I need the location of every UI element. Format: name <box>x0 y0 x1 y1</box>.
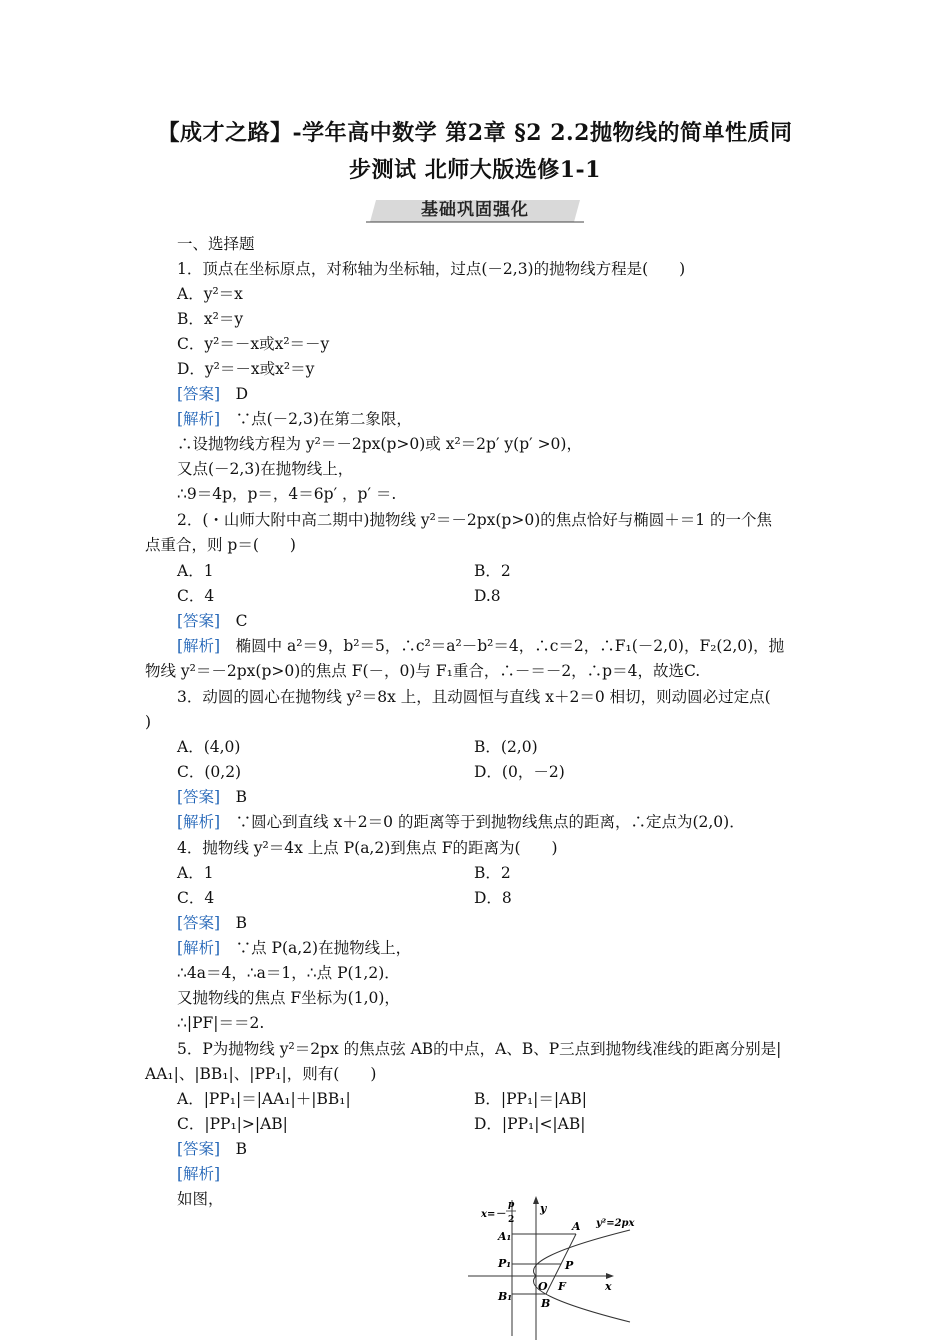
q2-option-a: A．1 <box>177 562 214 580</box>
q5-option-c: C．|PP₁|>|AB| <box>177 1115 288 1133</box>
directrix-p-label: p <box>508 1200 515 1210</box>
question-5: 5．P为抛物线 y²＝2px 的焦点弦 AB的中点，A、B、P三点到抛物线准线的距离分别是| <box>177 1040 782 1058</box>
document-title-line-2: 步测试 北师大版选修1-1 <box>349 157 601 183</box>
q2-answer-value: C <box>235 612 248 630</box>
question-4: 4．抛物线 y²＝4x 上点 P(a,2)到焦点 F的距离为( ) <box>177 839 558 857</box>
q1-option-b: B．x²＝y <box>177 310 244 328</box>
q1-answer-value: D <box>235 385 249 403</box>
q1-option-d: D．y²＝－x或x²＝y <box>177 360 315 378</box>
q1-analysis <box>177 409 412 429</box>
q4-analysis <box>177 938 411 958</box>
q3-answer-value: B <box>235 788 248 806</box>
analysis-tag: [解析] <box>177 813 221 831</box>
q5-option-d: D．|PP₁|<|AB| <box>474 1115 586 1133</box>
q4-analysis-line-3: 又抛物线的焦点 F坐标为(1,0)， <box>177 989 400 1007</box>
answer-tag: [答案] <box>177 914 221 932</box>
point-p1-label: P₁ <box>498 1257 512 1270</box>
question-3-cont: ) <box>145 713 152 731</box>
analysis-tag: [解析] <box>177 939 221 957</box>
directrix-label: x=－ <box>481 1209 506 1220</box>
answer-tag: [答案] <box>177 385 221 403</box>
x-axis-arrow <box>606 1273 614 1279</box>
q3-option-b: B．(2,0) <box>474 738 538 756</box>
q4-answer-value: B <box>235 914 248 932</box>
parabola-figure <box>468 1196 640 1342</box>
origin-label: O <box>538 1280 548 1293</box>
q3-option-a: A．(4,0) <box>177 738 241 756</box>
section-banner <box>366 196 584 224</box>
q4-analysis-text: ∵点 P(a,2)在抛物线上， <box>235 939 412 957</box>
q5-analysis <box>177 1164 220 1184</box>
question-2: 2．(・山师大附中高二期中)抛物线 y²＝－2px(p>0)的焦点恰好与椭圆＋＝1 的一个焦 <box>177 511 773 529</box>
y-axis-arrow <box>533 1196 539 1204</box>
q3-analysis <box>177 812 745 832</box>
question-2-cont: 点重合，则 p＝( ) <box>145 536 296 554</box>
q2-option-b: B．2 <box>474 562 511 580</box>
q2-answer <box>177 611 248 631</box>
q5-option-a: A．|PP₁|＝|AA₁|＋|BB₁| <box>177 1090 351 1108</box>
q4-answer <box>177 913 247 933</box>
q2-analysis-text: 椭圆中 a²＝9，b²＝5，∴c²＝a²－b²＝4，∴c＝2，∴F₁(－2,0)，F₂(2,0)，抛 <box>235 637 785 655</box>
question-1: 1．顶点在坐标原点，对称轴为坐标轴，过点(－2,3)的抛物线方程是( ) <box>177 260 686 278</box>
q1-option-a: A．y²＝x <box>177 285 243 303</box>
x-axis-label: x <box>605 1280 612 1293</box>
q5-answer <box>177 1139 247 1159</box>
point-a-label: A <box>572 1220 581 1233</box>
q1-analysis-line-3: 又点(－2,3)在抛物线上， <box>177 460 354 478</box>
banner-label: 基础巩固强化 <box>421 200 529 220</box>
focus-label: F <box>558 1280 566 1293</box>
point-a1-label: A₁ <box>498 1230 512 1243</box>
q2-option-c: C．4 <box>177 587 215 605</box>
q4-option-a: A．1 <box>177 864 214 882</box>
q2-analysis <box>177 636 784 656</box>
q4-analysis-line-2: ∴4a＝4，∴a＝1，∴点 P(1,2)． <box>177 964 400 982</box>
q3-answer <box>177 787 247 807</box>
q4-option-c: C．4 <box>177 889 215 907</box>
q5-option-b: B．|PP₁|＝|AB| <box>474 1090 587 1108</box>
q5-analysis-line-2: 如图， <box>177 1190 224 1208</box>
q1-answer <box>177 384 248 404</box>
document-title-line-1: 【成才之路】-学年高中数学 第2章 §2 2.2抛物线的简单性质同 <box>157 120 793 146</box>
analysis-tag: [解析] <box>177 637 221 655</box>
q1-option-c: C．y²＝－x或x²＝－y <box>177 335 330 353</box>
y-axis-label: y <box>540 1202 547 1215</box>
q3-option-c: C．(0,2) <box>177 763 242 781</box>
q2-option-d: D.8 <box>474 587 501 605</box>
q1-analysis-line-4: ∴9＝4p，p＝，4＝6p′ ，p′ ＝. <box>177 485 397 503</box>
point-b-label: B <box>541 1297 551 1310</box>
question-3: 3．动圆的圆心在抛物线 y²＝8x 上，且动圆恒与直线 x＋2＝0 相切，则动圆必过定点( <box>177 688 771 706</box>
q4-analysis-line-4: ∴|PF|＝＝2. <box>177 1014 265 1032</box>
q1-analysis-line-2: ∴设抛物线方程为 y²＝－2px(p>0)或 x²＝2p′ y(p′ >0)， <box>177 435 582 453</box>
curve-equation-label: y²=2px <box>596 1218 635 1229</box>
directrix-2-label: 2 <box>508 1215 515 1225</box>
q5-answer-value: B <box>235 1140 248 1158</box>
answer-tag: [答案] <box>177 1140 221 1158</box>
q2-analysis-line-2: 物线 y²＝－2px(p>0)的焦点 F(－，0)与 F₁重合，∴－＝－2，∴p＝4，故选C. <box>145 662 701 680</box>
section-heading: 一、选择题 <box>177 235 255 253</box>
answer-tag: [答案] <box>177 612 221 630</box>
q3-analysis-text: ∵圆心到直线 x＋2＝0 的距离等于到抛物线焦点的距离，∴定点为(2,0)． <box>235 813 745 831</box>
q4-option-d: D．8 <box>474 889 512 907</box>
point-b1-label: B₁ <box>498 1290 513 1303</box>
point-p-label: P <box>565 1259 574 1272</box>
q4-option-b: B．2 <box>474 864 511 882</box>
analysis-tag: [解析] <box>177 1165 221 1183</box>
q1-analysis-text: ∵点(－2,3)在第二象限， <box>235 410 412 428</box>
answer-tag: [答案] <box>177 788 221 806</box>
analysis-tag: [解析] <box>177 410 221 428</box>
question-5-cont: AA₁|、|BB₁|、|PP₁|，则有( ) <box>145 1065 377 1083</box>
q3-option-d: D．(0，－2) <box>474 763 565 781</box>
